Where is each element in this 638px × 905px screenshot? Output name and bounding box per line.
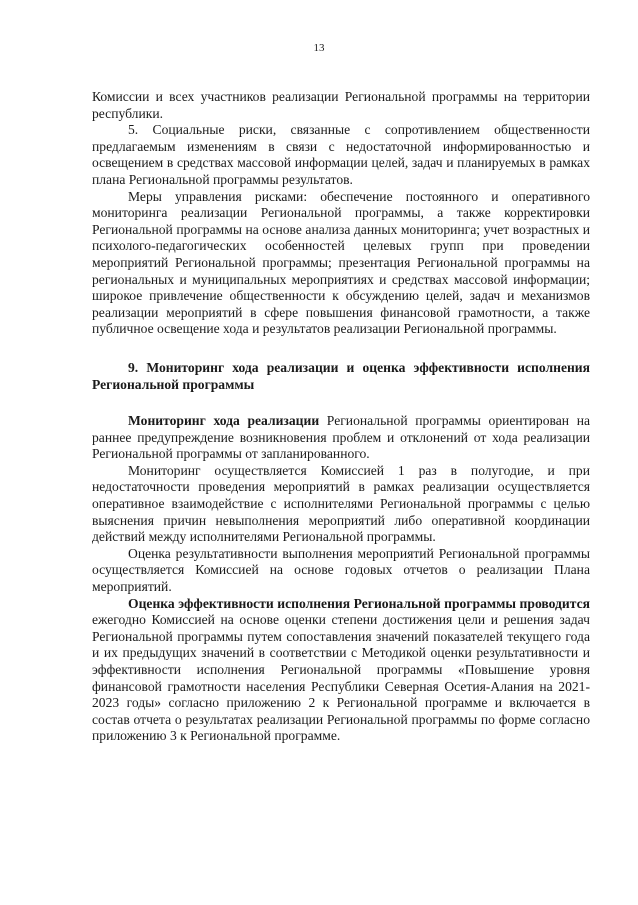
paragraph-risk-5: 5. Социальные риски, связанные с сопротивлением общественности предлагаемым изменениям в связи с недостаточной информированностью и освещением в средствах массовой информации целей, задач и планируемых в рамках плана Региональной программы результатов. [92, 122, 590, 187]
paragraph-evaluation [92, 596, 590, 745]
section-heading-9: 9. Мониторинг хода реализации и оценка эффективности исполнения Региональной программы [92, 359, 590, 392]
monitoring-text: Региональной программы ориентирован на раннее предупреждение возникновения проблем и отклонений от хода реализации Региональной программы от запланированного. [92, 413, 590, 462]
paragraph-risk-measures: Меры управления рисками: обеспечение постоянного и оперативного мониторинга реализации Региональной программы, а также корректировки Региональной программы на основе анализа данных мониторинга; учет возрастных и психолого-педагогических особенностей целевых групп при проведении мероприятий Региональной программы; презентация Региональной программы на региональных и муниципальных мероприятиях и средствах массовой информации; широкое привлечение общественности к обсуждению целей, задач и механизмов реализации мероприятий в сфере повышения финансовой грамотности, а также публичное освещение хода и результатов реализации Региональной программы. [92, 188, 590, 337]
paragraph-results: Оценка результативности выполнения мероприятий Региональной программы осуществляется Комиссией на основе годовых отчетов о реализации Плана мероприятий. [92, 545, 590, 595]
document-body [92, 89, 590, 745]
evaluation-bold-lead: Оценка эффективности исполнения Региональной программы проводится [128, 595, 590, 611]
paragraph-commission: Мониторинг осуществляется Комиссией 1 раз в полугодие, и при недостаточности проведения мероприятий в рамках реализации осуществляется оперативное взаимодействие с исполнителями Региональной программы с целью выяснения причин невыполнения мероприятий либо оперативной координации действий между исполнителями Региональной программы. [92, 462, 590, 545]
paragraph-monitoring [92, 413, 590, 463]
page-number: 13 [313, 42, 325, 54]
evaluation-text: ежегодно Комиссией на основе оценки степени достижения цели и решения задач Региональной программы путем сопоставления значений показателей текущего года и их предыдущих значений в соответствии с Методикой оценки результативности и эффективности исполнения Региональной программы «Повышение уровня финансовой грамотности населения Республики Северная Осетия-Алания на 2021-2023 годы» согласно приложению 2 к Региональной программе и включается в состав отчета о результатах реализации Региональной программы по форме согласно приложению 3 к Региональной программе. [92, 612, 590, 744]
paragraph-intro: Комиссии и всех участников реализации Региональной программы на территории республики. [92, 89, 590, 121]
monitoring-bold-lead: Мониторинг хода реализации [128, 413, 320, 429]
